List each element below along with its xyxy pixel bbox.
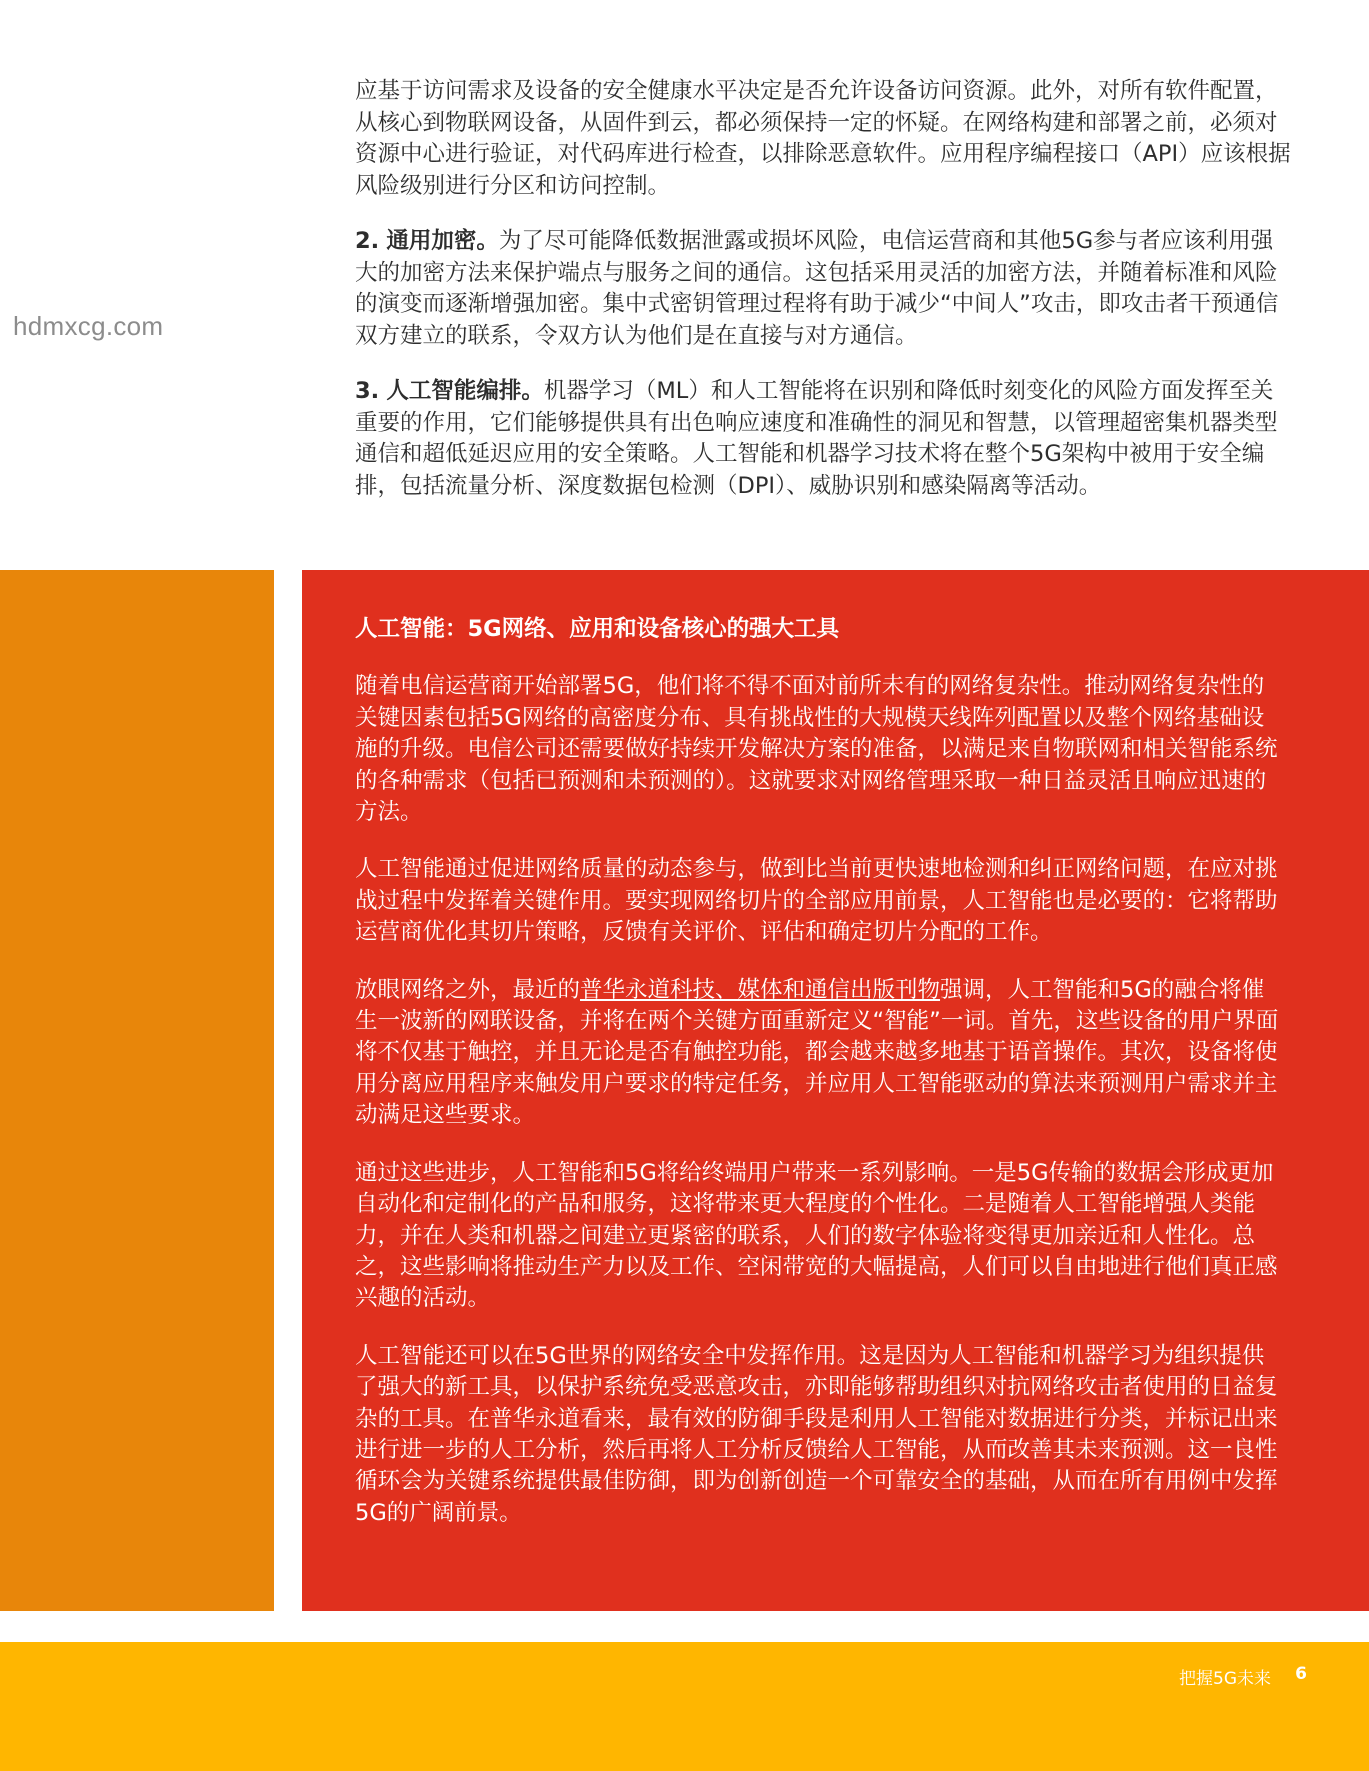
publication-link[interactable]: 普华永道科技、媒体和通信出版刊物	[580, 976, 941, 1003]
callout-paragraph-2: 人工智能通过促进网络质量的动态参与，做到比当前更快速地检测和纠正网络问题，在应对挑战过程中发挥着关键作用。要实现网络切片的全部应用前景，人工智能也是必要的：它将帮助运营商优化其切片策略，反馈有关评价、评估和确定切片分配的工作。	[355, 856, 1278, 946]
list-item-text: 为了尽可能降低数据泄露或损坏风险，电信运营商和其他5G参与者应该利用强大的加密方法来保护端点与服务之间的通信。这包括采用灵活的加密方法，并随着标准和风险的演变而逐渐增强加密。集中式密钥管理过程将有助于减少“中间人”攻击，即攻击者干预通信双方建立的联系，令双方认为他们是在直接与对方通信。	[355, 228, 1279, 349]
list-item-text: 机器学习（ML）和人工智能将在识别和降低时刻变化的风险方面发挥至关重要的作用，它们能够提供具有出色响应速度和准确性的洞见和智慧，以管理超密集机器类型通信和超低延迟应用的安全策略。人工智能和机器学习技术将在整个5G架构中被用于安全编排，包括流量分析、深度数据包检测（DPI）、威胁识别和感染隔离等活动。	[355, 378, 1278, 499]
watermark: hdmxcg.com	[13, 311, 164, 341]
list-item-number: 3.	[355, 378, 380, 404]
list-item-number: 2.	[355, 228, 380, 254]
callout-title: 人工智能：5G网络、应用和设备核心的强大工具	[355, 616, 840, 642]
list-item-title: 人工智能编排。	[386, 378, 544, 404]
list-item-title: 通用加密。	[386, 228, 499, 254]
orange-side-block	[0, 570, 274, 1611]
page-number: 6	[1295, 1664, 1307, 1684]
callout-p3-before: 放眼网络之外，最近的	[355, 976, 581, 1003]
callout-p3-after: 强调，人工智能和5G的融合将催生一波新的网联设备，并将在两个关键方面重新定义“智能”一词。首先，这些设备的用户界面将不仅基于触控，并且无论是否有触控功能，都会越来越多地基于语音操作。其次，设备将使用分离应用程序来触发用户要求的特定任务，并应用人工智能驱动的算法来预测用户需求并主动满足这些要求。	[355, 976, 1279, 1129]
list-item-universal-encryption	[355, 226, 1295, 352]
paragraph-intro: 应基于访问需求及设备的安全健康水平决定是否允许设备访问资源。此外，对所有软件配置，从核心到物联网设备，从固件到云，都必须保持一定的怀疑。在网络构建和部署之前，必须对资源中心进行验证，对代码库进行检查，以排除恶意软件。应用程序编程接口（API）应该根据风险级别进行分区和访问控制。	[355, 78, 1291, 199]
callout-content	[355, 614, 1285, 1555]
callout-paragraph-4: 通过这些进步，人工智能和5G将给终端用户带来一系列影响。一是5G传输的数据会形成更加自动化和定制化的产品和服务，这将带来更大程度的个性化。二是随着人工智能增强人类能力，并在人类和机器之间建立更紧密的联系，人们的数字体验将变得更加亲近和人性化。总之，这些影响将推动生产力以及工作、空闲带宽的大幅提高，人们可以自由地进行他们真正感兴趣的活动。	[355, 1159, 1278, 1312]
footer-bar	[0, 1642, 1369, 1771]
callout-paragraph-3	[355, 975, 1285, 1132]
callout-paragraph-1: 随着电信运营商开始部署5G，他们将不得不面对前所未有的网络复杂性。推动网络复杂性的关键因素包括5G网络的高密度分布、具有挑战性的大规模天线阵列配置以及整个网络基础设施的升级。电信公司还需要做好持续开发解决方案的准备，以满足来自物联网和相关智能系统的各种需求（包括已预测和未预测的）。这就要求对网络管理采取一种日益灵活且响应迅速的方法。	[355, 673, 1278, 826]
footer-document-title: 把握5G未来	[1179, 1669, 1271, 1689]
callout-paragraph-5: 人工智能还可以在5G世界的网络安全中发挥作用。这是因为人工智能和机器学习为组织提供了强大的新工具，以保护系统免受恶意攻击，亦即能够帮助组织对抗网络攻击者使用的日益复杂的工具。在普华永道看来，最有效的防御手段是利用人工智能对数据进行分类，并标记出来进行进一步的人工分析，然后再将人工分析反馈给人工智能，从而改善其未来预测。这一良性循环会为关键系统提供最佳防御，即为创新创造一个可靠安全的基础，从而在所有用例中发挥5G的广阔前景。	[355, 1342, 1278, 1526]
list-item-ai-orchestration	[355, 376, 1295, 502]
body-text-continuation	[355, 76, 1295, 526]
